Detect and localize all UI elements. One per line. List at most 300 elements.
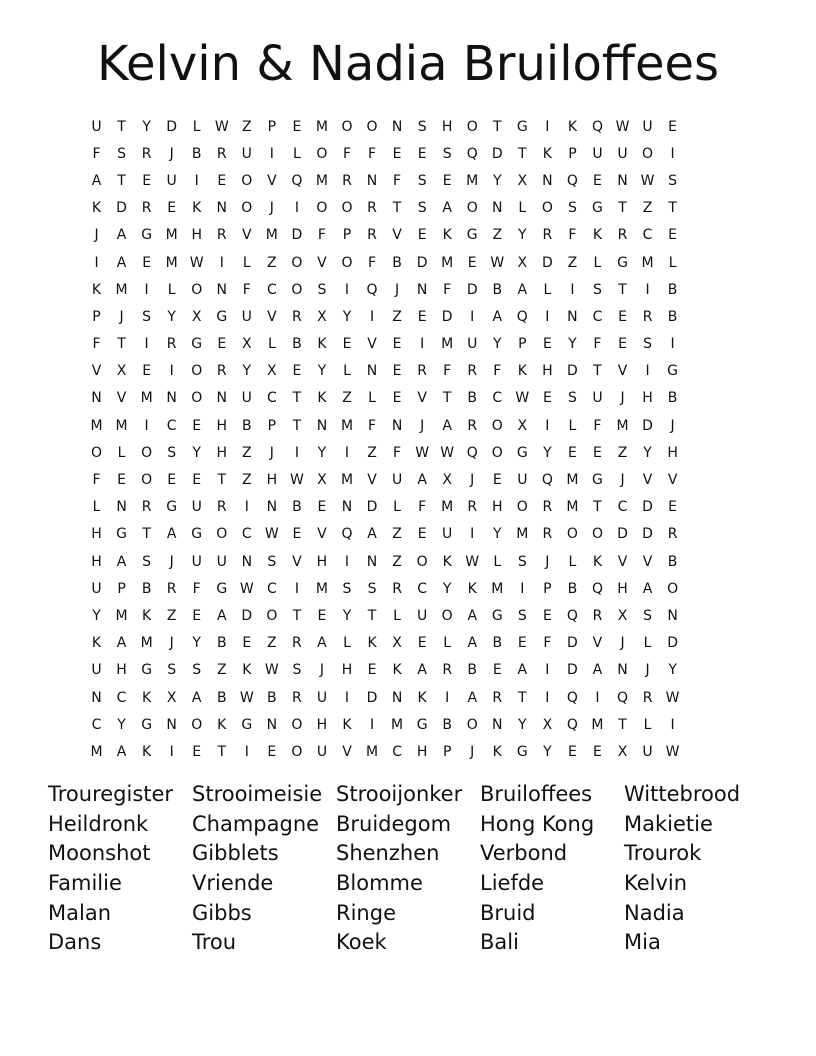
grid-letter: K [317,336,327,353]
grid-letter: O [141,472,153,489]
grid-letter: Y [568,336,577,353]
grid-letter: I [344,281,350,298]
grid-letter: B [267,689,277,706]
grid-letter: G [491,607,503,624]
grid-letter: F [393,172,402,189]
grid-letter: X [517,254,528,271]
grid-letter: I [369,716,375,733]
grid-letter: C [266,281,277,298]
grid-letter: Q [566,716,578,733]
grid-letter: J [169,553,174,570]
grid-letter: H [642,390,653,407]
grid-letter: Y [518,227,527,244]
grid-letter: E [117,472,126,489]
grid-letter: I [520,580,525,597]
grid-letter: D [366,689,378,706]
grid-letter: T [593,499,602,516]
grid-letter: I [445,689,450,706]
grid-letter: R [467,363,478,380]
grid-letter: O [642,145,654,162]
grid-letter: T [117,336,126,353]
grid-letter: R [292,308,302,325]
grid-letter: J [169,635,174,652]
grid-letter: M [391,716,404,733]
grid-letter: X [517,417,528,434]
grid-letter: H [341,662,353,679]
grid-letter: C [392,743,402,760]
grid-letter: K [342,716,352,733]
grid-letter: I [545,417,550,434]
grid-letter: P [267,118,277,135]
grid-letter: E [467,254,477,271]
grid-letter: B [492,281,503,298]
grid-letter: D [642,417,653,434]
grid-letter: J [620,635,625,652]
grid-letter: I [570,281,575,298]
grid-letter: E [242,635,252,652]
grid-letter: O [291,254,303,271]
grid-letter: B [392,254,402,271]
grid-letter: D [241,607,253,624]
grid-letter: Q [366,281,378,298]
grid-letter: E [618,308,627,325]
grid-letter: H [492,499,503,516]
grid-letter: E [192,472,202,489]
grid-letter: Z [242,444,252,461]
grid-letter: J [119,308,124,325]
grid-letter: V [317,254,327,271]
grid-letter: W [214,118,229,135]
grid-letter: M [315,118,328,135]
grid-letter: B [216,689,227,706]
grid-letter: A [116,553,127,570]
grid-letter: E [492,472,502,489]
grid-row [84,412,732,439]
grid-letter: M [441,254,454,271]
word-list-item: Dans [48,930,102,955]
grid-letter: O [366,118,378,135]
grid-letter: I [344,553,350,570]
grid-letter: K [567,118,577,135]
grid-letter: L [568,417,577,434]
grid-letter: Z [392,553,402,570]
grid-letter: M [140,390,153,407]
grid-letter: A [517,281,528,298]
letter-grid [84,113,732,766]
grid-letter: M [340,472,354,489]
grid-letter: F [593,336,602,353]
grid-letter: U [241,145,252,162]
grid-letter: V [642,553,653,570]
grid-letter: U [91,580,102,597]
grid-letter: O [291,743,303,760]
grid-letter: J [395,281,400,298]
grid-letter: L [343,363,351,380]
grid-letter: R [292,689,302,706]
grid-letter: D [416,254,428,271]
grid-letter: K [91,281,102,298]
grid-letter: Q [466,444,478,461]
grid-letter: J [269,444,274,461]
grid-row [84,358,732,385]
grid-letter: G [241,716,253,733]
grid-letter: B [442,716,452,733]
grid-letter: I [545,118,550,135]
grid-letter: A [116,635,127,652]
grid-letter: O [316,145,328,162]
grid-letter: I [670,716,675,733]
grid-letter: P [342,227,352,244]
grid-letter: F [92,145,101,162]
grid-letter: O [441,607,453,624]
grid-letter: U [316,689,328,706]
grid-letter: N [391,689,403,706]
grid-letter: O [266,607,278,624]
grid-letter: F [368,254,377,271]
grid-letter: W [415,444,430,461]
grid-letter: T [217,743,227,760]
grid-letter: Q [466,145,478,162]
grid-letter: V [417,390,427,407]
grid-letter: K [492,743,502,760]
grid-letter: G [216,580,228,597]
grid-letter: G [592,472,603,489]
grid-letter: C [492,390,503,407]
grid-letter: R [542,227,553,244]
grid-letter: S [442,145,452,162]
grid-letter: K [192,200,202,217]
grid-row [84,602,732,629]
grid-letter: T [292,607,302,624]
grid-letter: L [493,553,502,570]
grid-letter: I [470,526,475,543]
grid-letter: H [316,716,328,733]
grid-letter: H [416,743,428,760]
grid-letter: H [216,417,228,434]
grid-letter: F [192,580,201,597]
grid-letter: M [566,472,579,489]
grid-letter: I [144,417,149,434]
grid-letter: U [91,118,102,135]
grid-letter: E [142,172,152,189]
grid-letter: O [291,281,303,298]
grid-letter: X [191,308,202,325]
grid-letter: V [642,472,653,489]
grid-letter: M [165,254,178,271]
grid-letter: E [492,662,502,679]
grid-letter: E [392,336,402,353]
grid-letter: T [618,200,627,217]
grid-letter: L [242,254,251,271]
grid-letter: G [617,254,628,271]
grid-letter: N [166,716,177,733]
grid-letter: C [241,526,252,543]
grid-letter: U [91,662,102,679]
grid-letter: H [191,227,202,244]
grid-letter: V [367,336,377,353]
grid-letter: O [491,444,503,461]
grid-letter: O [566,526,578,543]
grid-letter: V [242,227,252,244]
grid-letter: E [593,743,602,760]
grid-letter: F [568,227,577,244]
grid-letter: M [90,743,103,760]
word-list [48,780,788,958]
grid-letter: B [567,580,578,597]
grid-letter: J [319,662,325,679]
grid-letter: U [241,308,252,325]
grid-letter: K [467,580,477,597]
grid-letter: N [341,499,353,516]
grid-letter: D [441,308,453,325]
grid-letter: S [142,308,152,325]
grid-letter: U [241,390,252,407]
grid-letter: E [593,444,602,461]
grid-letter: U [216,553,227,570]
grid-letter: D [567,662,578,679]
grid-row [84,711,732,738]
grid-letter: J [620,390,625,407]
grid-letter: Q [591,580,603,597]
grid-letter: I [194,172,199,189]
grid-letter: E [417,145,427,162]
grid-letter: Z [617,444,628,461]
grid-letter: U [166,172,177,189]
grid-letter: N [416,281,428,298]
word-list-item: Gibblets [192,841,279,866]
grid-letter: X [166,689,177,706]
word-list-item: Nadia [624,900,685,925]
grid-letter: K [217,716,227,733]
grid-letter: O [516,499,528,516]
grid-letter: N [166,390,177,407]
grid-letter: D [466,281,478,298]
grid-letter: J [94,227,99,244]
grid-letter: R [166,336,177,353]
grid-letter: I [369,308,375,325]
grid-letter: U [467,336,478,353]
grid-letter: D [166,118,178,135]
grid-row [84,494,732,521]
grid-letter: Z [242,118,252,135]
grid-letter: G [516,444,528,461]
grid-letter: X [617,607,628,624]
grid-letter: M [616,417,629,434]
grid-row [84,575,732,602]
grid-letter: Q [566,607,578,624]
grid-letter: R [141,200,152,217]
grid-letter: B [492,635,503,652]
grid-letter: D [642,526,653,543]
grid-letter: B [667,281,678,298]
grid-letter: S [668,172,678,189]
grid-letter: T [518,145,527,162]
grid-letter: D [667,635,678,652]
grid-letter: W [465,553,480,570]
grid-letter: O [667,580,679,597]
grid-letter: I [645,363,650,380]
grid-letter: B [292,336,302,353]
grid-letter: W [264,662,279,679]
grid-letter: S [167,662,177,679]
grid-letter: G [216,308,228,325]
grid-letter: V [267,308,277,325]
grid-letter: W [440,444,455,461]
grid-letter: I [269,145,274,162]
grid-letter: O [191,363,203,380]
grid-row [84,684,732,711]
grid-letter: W [665,743,680,760]
grid-letter: R [216,227,227,244]
grid-letter: X [242,336,252,353]
grid-letter: A [166,526,177,543]
word-list-item: Malan [48,900,111,925]
grid-row [84,548,732,575]
grid-letter: Y [492,526,502,543]
grid-letter: T [618,716,627,733]
word-list-item: Familie [48,871,122,896]
grid-letter: S [167,444,177,461]
grid-letter: G [516,743,528,760]
grid-letter: J [470,743,475,760]
grid-letter: R [166,580,177,597]
grid-letter: Q [341,526,353,543]
grid-letter: E [367,662,377,679]
grid-letter: C [116,689,127,706]
grid-row [84,385,732,412]
grid-letter: C [617,499,628,516]
grid-row [84,195,732,222]
grid-letter: L [117,444,126,461]
grid-letter: E [342,336,352,353]
grid-letter: Z [567,254,578,271]
grid-letter: O [241,200,253,217]
grid-letter: D [567,635,578,652]
grid-letter: U [442,526,453,543]
grid-row [84,222,732,249]
grid-letter: Y [317,363,327,380]
grid-letter: O [341,254,353,271]
grid-letter: L [668,254,677,271]
grid-letter: G [416,716,428,733]
grid-letter: D [291,227,303,244]
grid-letter: M [165,227,178,244]
word-list-item: Makietie [624,811,713,836]
grid-letter: L [393,607,401,624]
grid-letter: O [191,390,203,407]
grid-letter: A [467,635,478,652]
grid-letter: R [367,227,377,244]
grid-row [84,521,732,548]
grid-letter: C [417,580,428,597]
grid-letter: X [392,635,402,652]
grid-letter: K [542,145,552,162]
grid-letter: F [368,145,377,162]
grid-letter: S [192,662,202,679]
grid-letter: M [491,580,504,597]
word-list-item: Koek [336,930,387,955]
grid-letter: A [116,743,127,760]
grid-letter: O [241,172,253,189]
word-list-item: Heildronk [48,811,149,836]
grid-letter: Y [167,308,176,325]
grid-letter: K [392,662,402,679]
grid-letter: L [343,635,351,652]
grid-letter: M [516,526,529,543]
grid-letter: I [144,281,149,298]
grid-row [84,167,732,194]
grid-letter: C [266,580,277,597]
grid-letter: N [667,607,678,624]
grid-letter: Y [668,662,677,679]
grid-letter: Q [566,172,578,189]
grid-letter: Z [392,526,402,543]
grid-letter: W [490,254,505,271]
grid-letter: G [466,227,478,244]
grid-letter: H [266,472,278,489]
grid-letter: E [517,635,527,652]
grid-letter: R [216,363,227,380]
grid-letter: U [417,607,428,624]
grid-letter: G [191,526,203,543]
grid-letter: Z [267,254,277,271]
grid-letter: N [241,553,253,570]
grid-letter: U [642,118,653,135]
grid-letter: E [542,390,552,407]
grid-letter: E [392,145,402,162]
grid-letter: N [366,553,378,570]
grid-letter: E [167,472,177,489]
grid-letter: E [142,254,152,271]
grid-letter: T [518,689,527,706]
grid-letter: Q [291,172,303,189]
grid-letter: X [442,472,452,489]
grid-letter: I [545,662,550,679]
grid-letter: F [443,281,452,298]
grid-letter: Y [92,607,101,624]
grid-letter: O [541,200,553,217]
grid-letter: K [142,689,152,706]
grid-letter: L [643,716,652,733]
grid-letter: R [342,172,352,189]
grid-letter: W [640,172,655,189]
grid-letter: V [317,526,327,543]
grid-letter: R [392,580,402,597]
grid-letter: S [517,553,527,570]
grid-letter: M [340,417,354,434]
grid-letter: C [266,390,277,407]
grid-letter: K [142,743,152,760]
grid-letter: F [368,417,377,434]
grid-letter: E [593,172,602,189]
grid-letter: E [618,336,627,353]
grid-letter: V [292,553,302,570]
grid-row [84,657,732,684]
grid-letter: I [294,580,299,597]
grid-letter: D [116,200,127,217]
grid-letter: K [91,200,102,217]
grid-letter: R [367,200,377,217]
grid-letter: F [92,472,101,489]
grid-letter: R [467,499,478,516]
word-list-item: Wittebrood [624,782,741,806]
grid-letter: E [192,743,202,760]
grid-letter: N [492,716,503,733]
grid-letter: S [142,553,152,570]
grid-letter: V [367,472,377,489]
grid-letter: K [442,227,452,244]
grid-letter: U [642,743,653,760]
